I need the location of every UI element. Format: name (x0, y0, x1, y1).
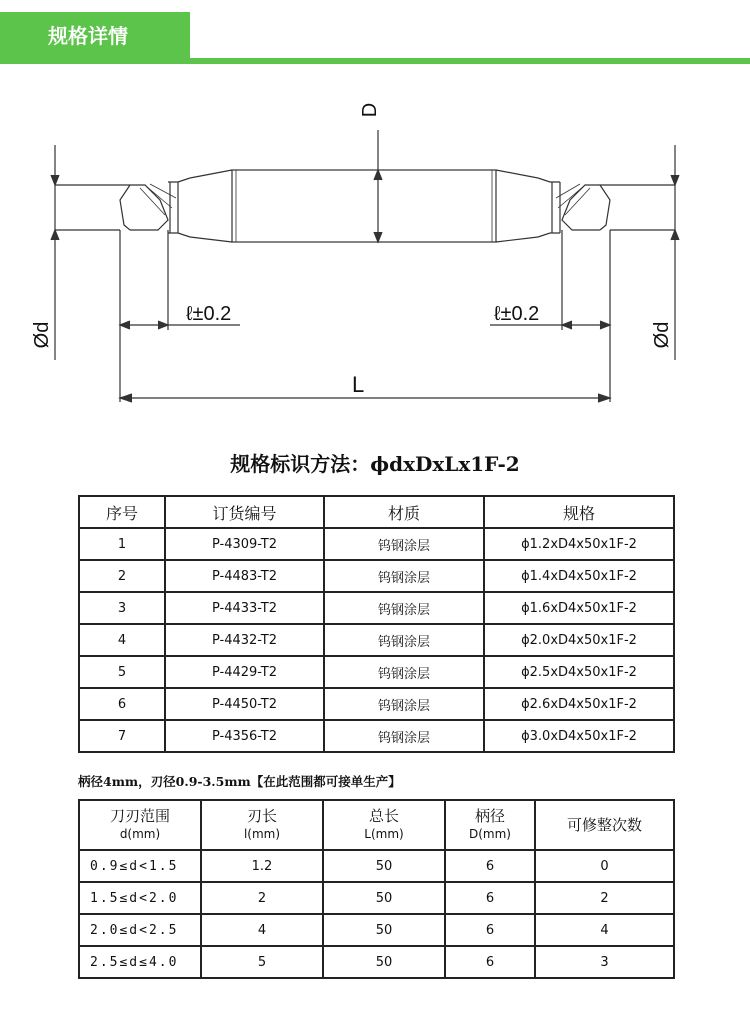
cell-index: 1 (79, 528, 165, 560)
cell-index: 2 (79, 560, 165, 592)
cell-material: 钨钢涂层 (324, 624, 484, 656)
table-row (79, 688, 674, 720)
cell-shank-diameter: 6 (445, 914, 535, 946)
header-main: 刃长 (246, 807, 277, 825)
tool-body (55, 170, 675, 242)
cell-material: 钨钢涂层 (324, 560, 484, 592)
header-main: 刀刃范围 (109, 807, 170, 825)
label-d-right: Ød (651, 321, 673, 349)
cell-total-length: 50 (323, 882, 445, 914)
label-d-left: Ød (31, 321, 53, 349)
section-title: 规格详情 (0, 12, 190, 60)
cell-material: 钨钢涂层 (324, 656, 484, 688)
cell-order-no: P-4356-T2 (165, 720, 324, 752)
table-row (79, 882, 674, 914)
cell-spec: ϕ1.4xD4x50x1F-2 (484, 560, 674, 592)
label-L: L (352, 372, 365, 397)
cell-blade-length: 4 (201, 914, 323, 946)
spec-table (78, 495, 675, 753)
cell-spec: ϕ1.6xD4x50x1F-2 (484, 592, 674, 624)
cell-regrind-times: 0 (535, 850, 674, 882)
cell-material: 钨钢涂层 (324, 592, 484, 624)
label-D: D (359, 102, 381, 118)
header-unit: d(mm) (119, 827, 161, 841)
cell-spec: ϕ1.2xD4x50x1F-2 (484, 528, 674, 560)
cell-material: 钨钢涂层 (324, 688, 484, 720)
cell-regrind-times: 2 (535, 882, 674, 914)
dimension-D (374, 130, 382, 242)
col-header-material: 材质 (324, 496, 484, 528)
section-header (0, 0, 750, 68)
table-row (79, 914, 674, 946)
table-row (79, 946, 674, 978)
cell-blade-length: 5 (201, 946, 323, 978)
cell-spec: ϕ2.0xD4x50x1F-2 (484, 624, 674, 656)
table-row (79, 592, 674, 624)
col-header-blade-length (201, 800, 323, 850)
cell-total-length: 50 (323, 946, 445, 978)
table-row (79, 624, 674, 656)
range-note: 柄径4mm，刃径0.9-3.5mm【在此范围都可接单生产】 (78, 774, 401, 789)
cell-index: 5 (79, 656, 165, 688)
header-main: 柄径 (474, 807, 505, 825)
dimension-L (120, 394, 610, 402)
cell-range: 1.5≤d<2.0 (79, 882, 201, 914)
cell-order-no: P-4432-T2 (165, 624, 324, 656)
table-header-row (79, 800, 674, 850)
cell-order-no: P-4450-T2 (165, 688, 324, 720)
label-l-right: ℓ±0.2 (494, 303, 540, 325)
cell-order-no: P-4483-T2 (165, 560, 324, 592)
header-main: 总长 (368, 807, 399, 825)
table-row (79, 850, 674, 882)
header-divider (0, 58, 750, 64)
col-header-order-no: 订货编号 (165, 496, 324, 528)
table-row (79, 560, 674, 592)
cell-material: 钨钢涂层 (324, 528, 484, 560)
cell-spec: ϕ3.0xD4x50x1F-2 (484, 720, 674, 752)
cell-total-length: 50 (323, 914, 445, 946)
cell-index: 6 (79, 688, 165, 720)
cell-range: 2.0≤d<2.5 (79, 914, 201, 946)
header-unit: D(mm) (469, 827, 511, 841)
header-unit: l(mm) (243, 827, 281, 841)
table-row (79, 720, 674, 752)
col-header-shank-diameter (445, 800, 535, 850)
tool-drawing (0, 80, 750, 420)
cell-index: 4 (79, 624, 165, 656)
col-header-spec: 规格 (484, 496, 674, 528)
cell-blade-length: 2 (201, 882, 323, 914)
table-row (79, 656, 674, 688)
cell-regrind-times: 4 (535, 914, 674, 946)
cell-spec: ϕ2.6xD4x50x1F-2 (484, 688, 674, 720)
cell-material: 钨钢涂层 (324, 720, 484, 752)
cell-shank-diameter: 6 (445, 882, 535, 914)
spec-method-title: 规格标识方法：ϕdxDxLx1F-2 (230, 452, 520, 476)
cell-index: 7 (79, 720, 165, 752)
col-header-index: 序号 (79, 496, 165, 528)
table-header-row (79, 496, 674, 528)
table-row (79, 528, 674, 560)
cell-range: 0.9≤d<1.5 (79, 850, 201, 882)
cell-index: 3 (79, 592, 165, 624)
cell-total-length: 50 (323, 850, 445, 882)
label-l-left: ℓ±0.2 (186, 303, 232, 325)
cell-order-no: P-4433-T2 (165, 592, 324, 624)
header-unit: L(mm) (364, 827, 404, 841)
cell-blade-length: 1.2 (201, 850, 323, 882)
cell-range: 2.5≤d≤4.0 (79, 946, 201, 978)
col-header-regrind-times (535, 800, 674, 850)
cell-order-no: P-4309-T2 (165, 528, 324, 560)
cell-shank-diameter: 6 (445, 946, 535, 978)
cell-regrind-times: 3 (535, 946, 674, 978)
range-table (78, 799, 675, 979)
cell-order-no: P-4429-T2 (165, 656, 324, 688)
cell-shank-diameter: 6 (445, 850, 535, 882)
col-header-blade-range (79, 800, 201, 850)
cell-spec: ϕ2.5xD4x50x1F-2 (484, 656, 674, 688)
header-main: 可修整次数 (566, 816, 642, 834)
col-header-total-length (323, 800, 445, 850)
